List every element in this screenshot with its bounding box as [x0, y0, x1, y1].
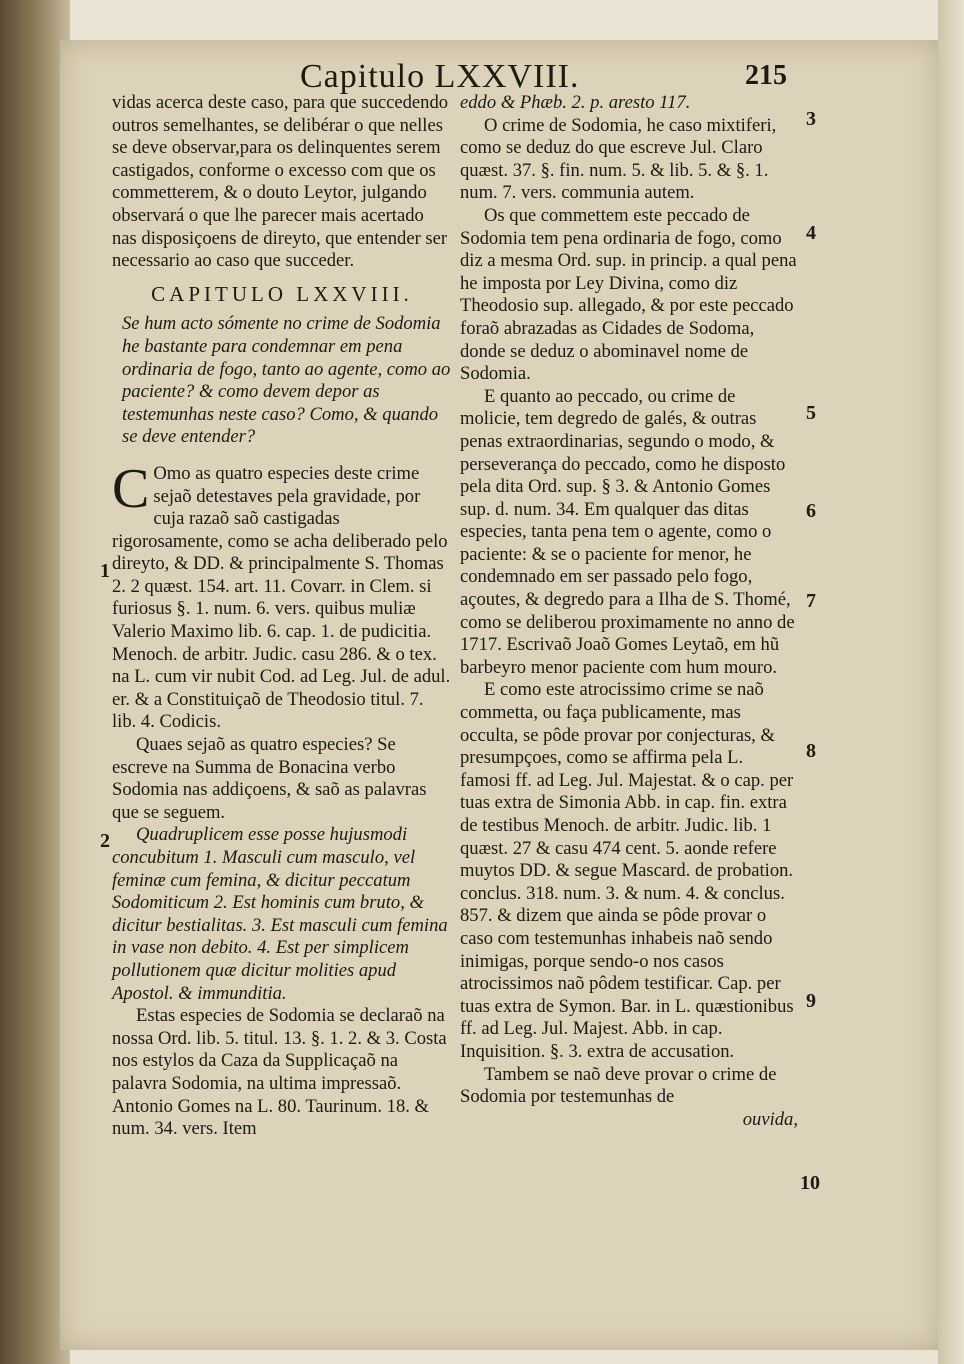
margin-number-left: 2	[100, 830, 110, 852]
left-paragraph-2: Quaes sejaõ as quatro especies? Se escreve na Summa de Bonacina verbo Sodomia nas addiçoens, & saõ as palavras que se seguem.	[112, 734, 427, 823]
margin-number-right: 3	[806, 108, 816, 130]
right-paragraph-3: Os que commettem este peccado de Sodomia tem pena ordinaria de fogo, como diz a mesma Ord. sup. in princip. a qual pena he imposta por Ley Divina, como diz Theodosio sup. allegado, & por este peccado foraõ abrazadas as Cidades de Sodoma, donde se deduz o abominavel nome de Sodomia.	[460, 204, 797, 385]
left-intro-paragraph: vidas acerca deste caso, para que succedendo outros semelhantes, se delibérar o que nelles se deve observar,para os delinquentes serem castigados, conforme o excesso com que os commetterem, & o douto Leytor, julgando observará o que lhe parecer mais acertado nas disposiçoens de direyto, que entender ser necessario ao caso que succeder.	[112, 92, 449, 272]
right-paragraph-2: O crime de Sodomia, he caso mixtiferi, como se deduz do que escreve Jul. Claro quæst. 37. §. fin. num. 5. & lib. 5. & §. 1. num. 7. vers. communia autem.	[460, 114, 777, 204]
right-paragraph-5: E como este atrocissimo crime se naõ commetta, ou faça publicamente, mas occulta, se pôde provar por conjecturas, & presumpçoes, como se affirma pela L. famosi ff. ad Leg. Jul. Majestat. & o cap. per tuas extra de Simonia Abb. in cap. fin. extra de testibus Menoch. de arbitr. Judic. lib. 1 quæst. 27 & casu 474 cent. 5. aonde refere muytos DD. & segue Mascard. de probation. conclus. 318. num. 3. & num. 4. & conclus. 857. & dizem que ainda se pôde provar o caso com testemunhas inhabeis naõ sendo inimigas, porque sendo-o nos casos atrocissimos naõ pôdem testificar. Cap. per tuas extra de Symon. Bar. in L. quæstionibus ff. ad Leg. Jul. Majest. Abb. in cap. Inquisition. §. 3. extra de accusation.	[460, 679, 794, 1062]
margin-number-right: 8	[806, 740, 816, 762]
chapter-summary: Se hum acto sómente no crime de Sodomia he bastante para condemnar em pena ordinaria de fogo, tanto ao agente, como ao paciente? & como devem depor as testemunhas neste caso? Como, & quando se deve entender?	[122, 313, 451, 448]
margin-number-right: 10	[800, 1172, 820, 1194]
left-paragraph-3-latin: Quadruplicem esse posse hujusmodi concubitum 1. Masculi cum masculo, vel feminæ cum femina, & dicitur peccatum Sodomiticum 2. Est hominis cum bruto, & dicitur bestialitas. 3. Est masculi cum femina in vase non debito. 4. Est per simplicem pollutionem quæ dicitur molities apud Apostol. & immunditia.	[112, 824, 448, 1004]
page-number: 215	[745, 60, 787, 91]
margin-number-right: 5	[806, 402, 816, 424]
margin-number-right: 4	[806, 222, 816, 244]
right-paragraph-4: E quanto ao peccado, ou crime de molicie, tem degredo de galés, & outras penas extraordinarias, segundo o modo, & perseverança do peccado, como he disposto pela dita Ord. sup. § 3. & Antonio Gomes sup. d. num. 34. Em qualquer das ditas especies, tanta pena tem o agente, como o paciente: & se o paciente for menor, he condemnado em ser passado pelo fogo, açoutes, & degredo para a Ilha de S. Thomé, como se deliberou proximamente no anno de 1717. Escrivaõ Joaõ Gomes Leytaõ, em hũ barbeyro menor paciente com hum mouro.	[460, 385, 795, 678]
drop-cap: C	[112, 457, 150, 520]
right-paragraph-1: eddo & Phæb. 2. p. aresto 117.	[460, 92, 691, 113]
margin-number-right: 6	[806, 500, 816, 522]
left-paragraph-1	[112, 457, 452, 734]
page-edge	[938, 0, 964, 1364]
left-column	[112, 92, 452, 1141]
left-paragraph-1-text: Omo as quatro especies deste crime sejaõ detestaves pela gravidade, por cuja razaõ saõ castigadas rigorosamente, como se acha deliberado pelo direyto, & DD. & principalmente S. Thomas 2. 2 quæst. 154. art. 11. Covarr. in Clem. si furiosus §. 1. num. 6. vers. quibus muliæ Valerio Maximo lib. 6. cap. 1. de pudicitia. Menoch. de arbitr. Judic. casu 286. & o tex. na L. cum vir nubit Cod. ad Leg. Jul. de adul. er. & a Constituiçaõ de Theodosio titul. 7. lib. 4. Codicis.	[112, 462, 451, 733]
right-paragraph-6: Tambem se naõ deve provar o crime de Sodomia por testemunhas de	[460, 1063, 777, 1108]
right-column	[460, 92, 798, 1131]
running-title: Capitulo LXXVIII.	[300, 58, 580, 95]
margin-number-right: 7	[806, 590, 816, 612]
margin-number-left: 1	[100, 560, 110, 582]
catchword: ouvida,	[742, 1108, 798, 1130]
margin-number-right: 9	[806, 990, 816, 1012]
chapter-heading: CAPITULO LXXVIII.	[151, 281, 413, 306]
left-paragraph-4: Estas especies de Sodomia se declaraõ na nossa Ord. lib. 5. titul. 13. §. 1. 2. & 3. Costa nos estylos da Caza da Supplicaçaõ na palavra Sodomia, na ultima impressaõ. Antonio Gomes na L. 80. Taurinum. 18. & num. 34. vers. Item	[112, 1005, 447, 1140]
